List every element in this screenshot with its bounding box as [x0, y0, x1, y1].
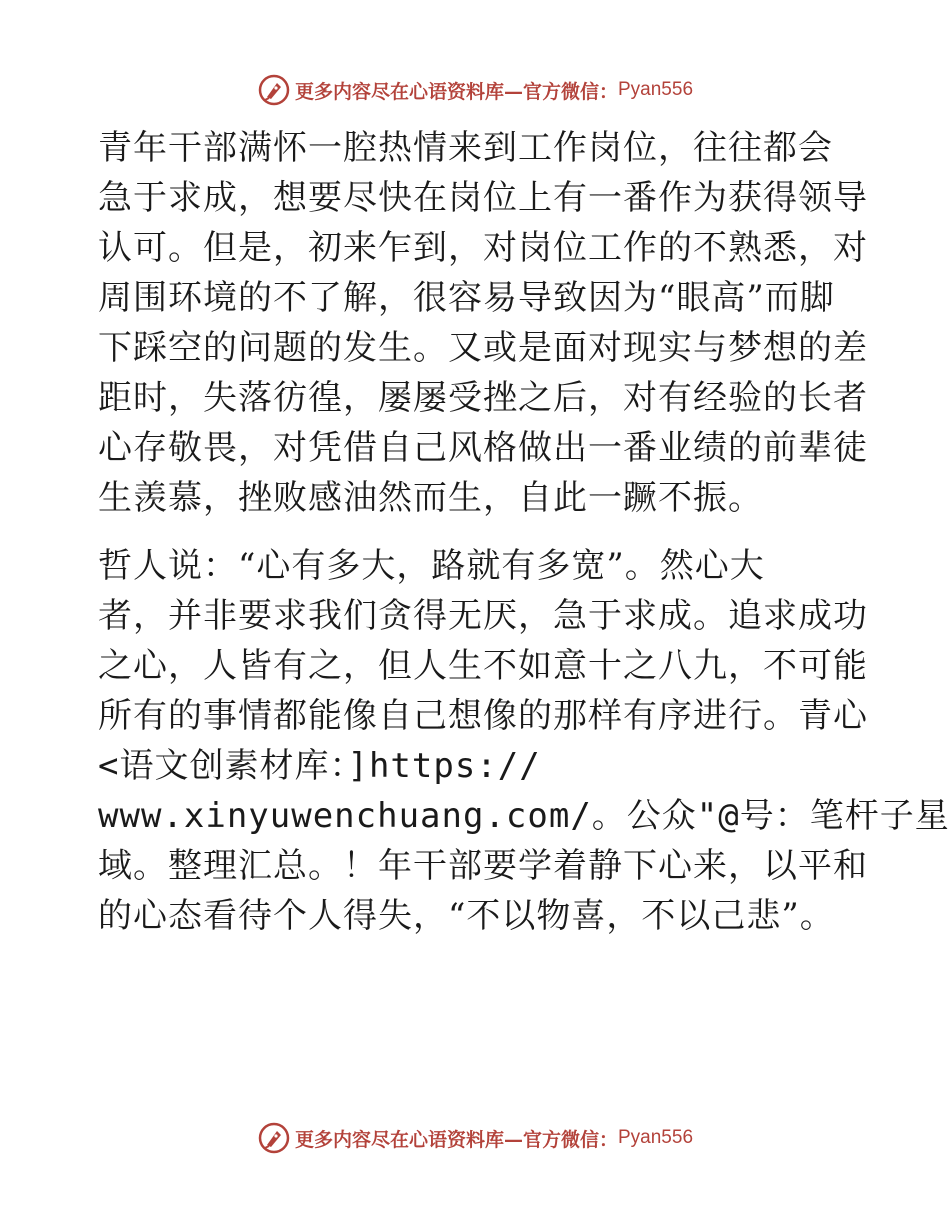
text-line: 青年干部满怀一腔热情来到工作岗位，往往都会 — [98, 128, 833, 168]
paragraph-2 — [98, 541, 950, 941]
text-line: www.xinyuwenchuang.com/。公众"@号：笔杆子星 — [98, 796, 950, 836]
text-line: 所有的事情都能像自己想像的那样有序进行。青心 — [98, 696, 868, 736]
footer-banner — [0, 1118, 950, 1158]
banner-account: Pyan556 — [618, 1127, 694, 1148]
text-line: 认可。但是，初来乍到，对岗位工作的不熟悉，对 — [98, 228, 868, 268]
text-line: 的心态看待个人得失，“不以物喜，不以己悲”。 — [98, 896, 835, 936]
text-line: 距时，失落彷徨，屡屡受挫之后，对有经验的长者 — [98, 378, 868, 418]
text-line: <语文创素材库：]https:// — [98, 746, 541, 786]
text-line: 域。整理汇总。！年干部要学着静下心来，以平和 — [98, 846, 868, 886]
pen-nib-logo-icon — [257, 73, 291, 107]
text-line: 之心，人皆有之，但人生不如意十之八九，不可能 — [98, 646, 868, 686]
banner-text: 更多内容尽在心语资料库—官方微信： — [294, 80, 618, 103]
document-body — [98, 123, 950, 941]
text-line: 生羡慕，挫败感油然而生，自此一蹶不振。 — [98, 478, 763, 518]
banner-account: Pyan556 — [618, 79, 694, 100]
text-line: 急于求成，想要尽快在岗位上有一番作为获得领导 — [98, 178, 868, 218]
header-banner — [0, 70, 950, 110]
text-line: 者，并非要求我们贪得无厌，急于求成。追求成功 — [98, 596, 868, 636]
text-line: 下踩空的问题的发生。又或是面对现实与梦想的差 — [98, 328, 868, 368]
text-line: 周围环境的不了解，很容易导致因为“眼高”而脚 — [98, 278, 835, 318]
paragraph-1 — [98, 123, 868, 523]
pen-nib-logo-icon — [257, 1121, 291, 1155]
text-line: 哲人说：“心有多大，路就有多宽”。然心大 — [98, 546, 765, 586]
text-line: 心存敬畏，对凭借自己风格做出一番业绩的前辈徒 — [98, 428, 868, 468]
banner-text: 更多内容尽在心语资料库—官方微信： — [294, 1128, 618, 1151]
